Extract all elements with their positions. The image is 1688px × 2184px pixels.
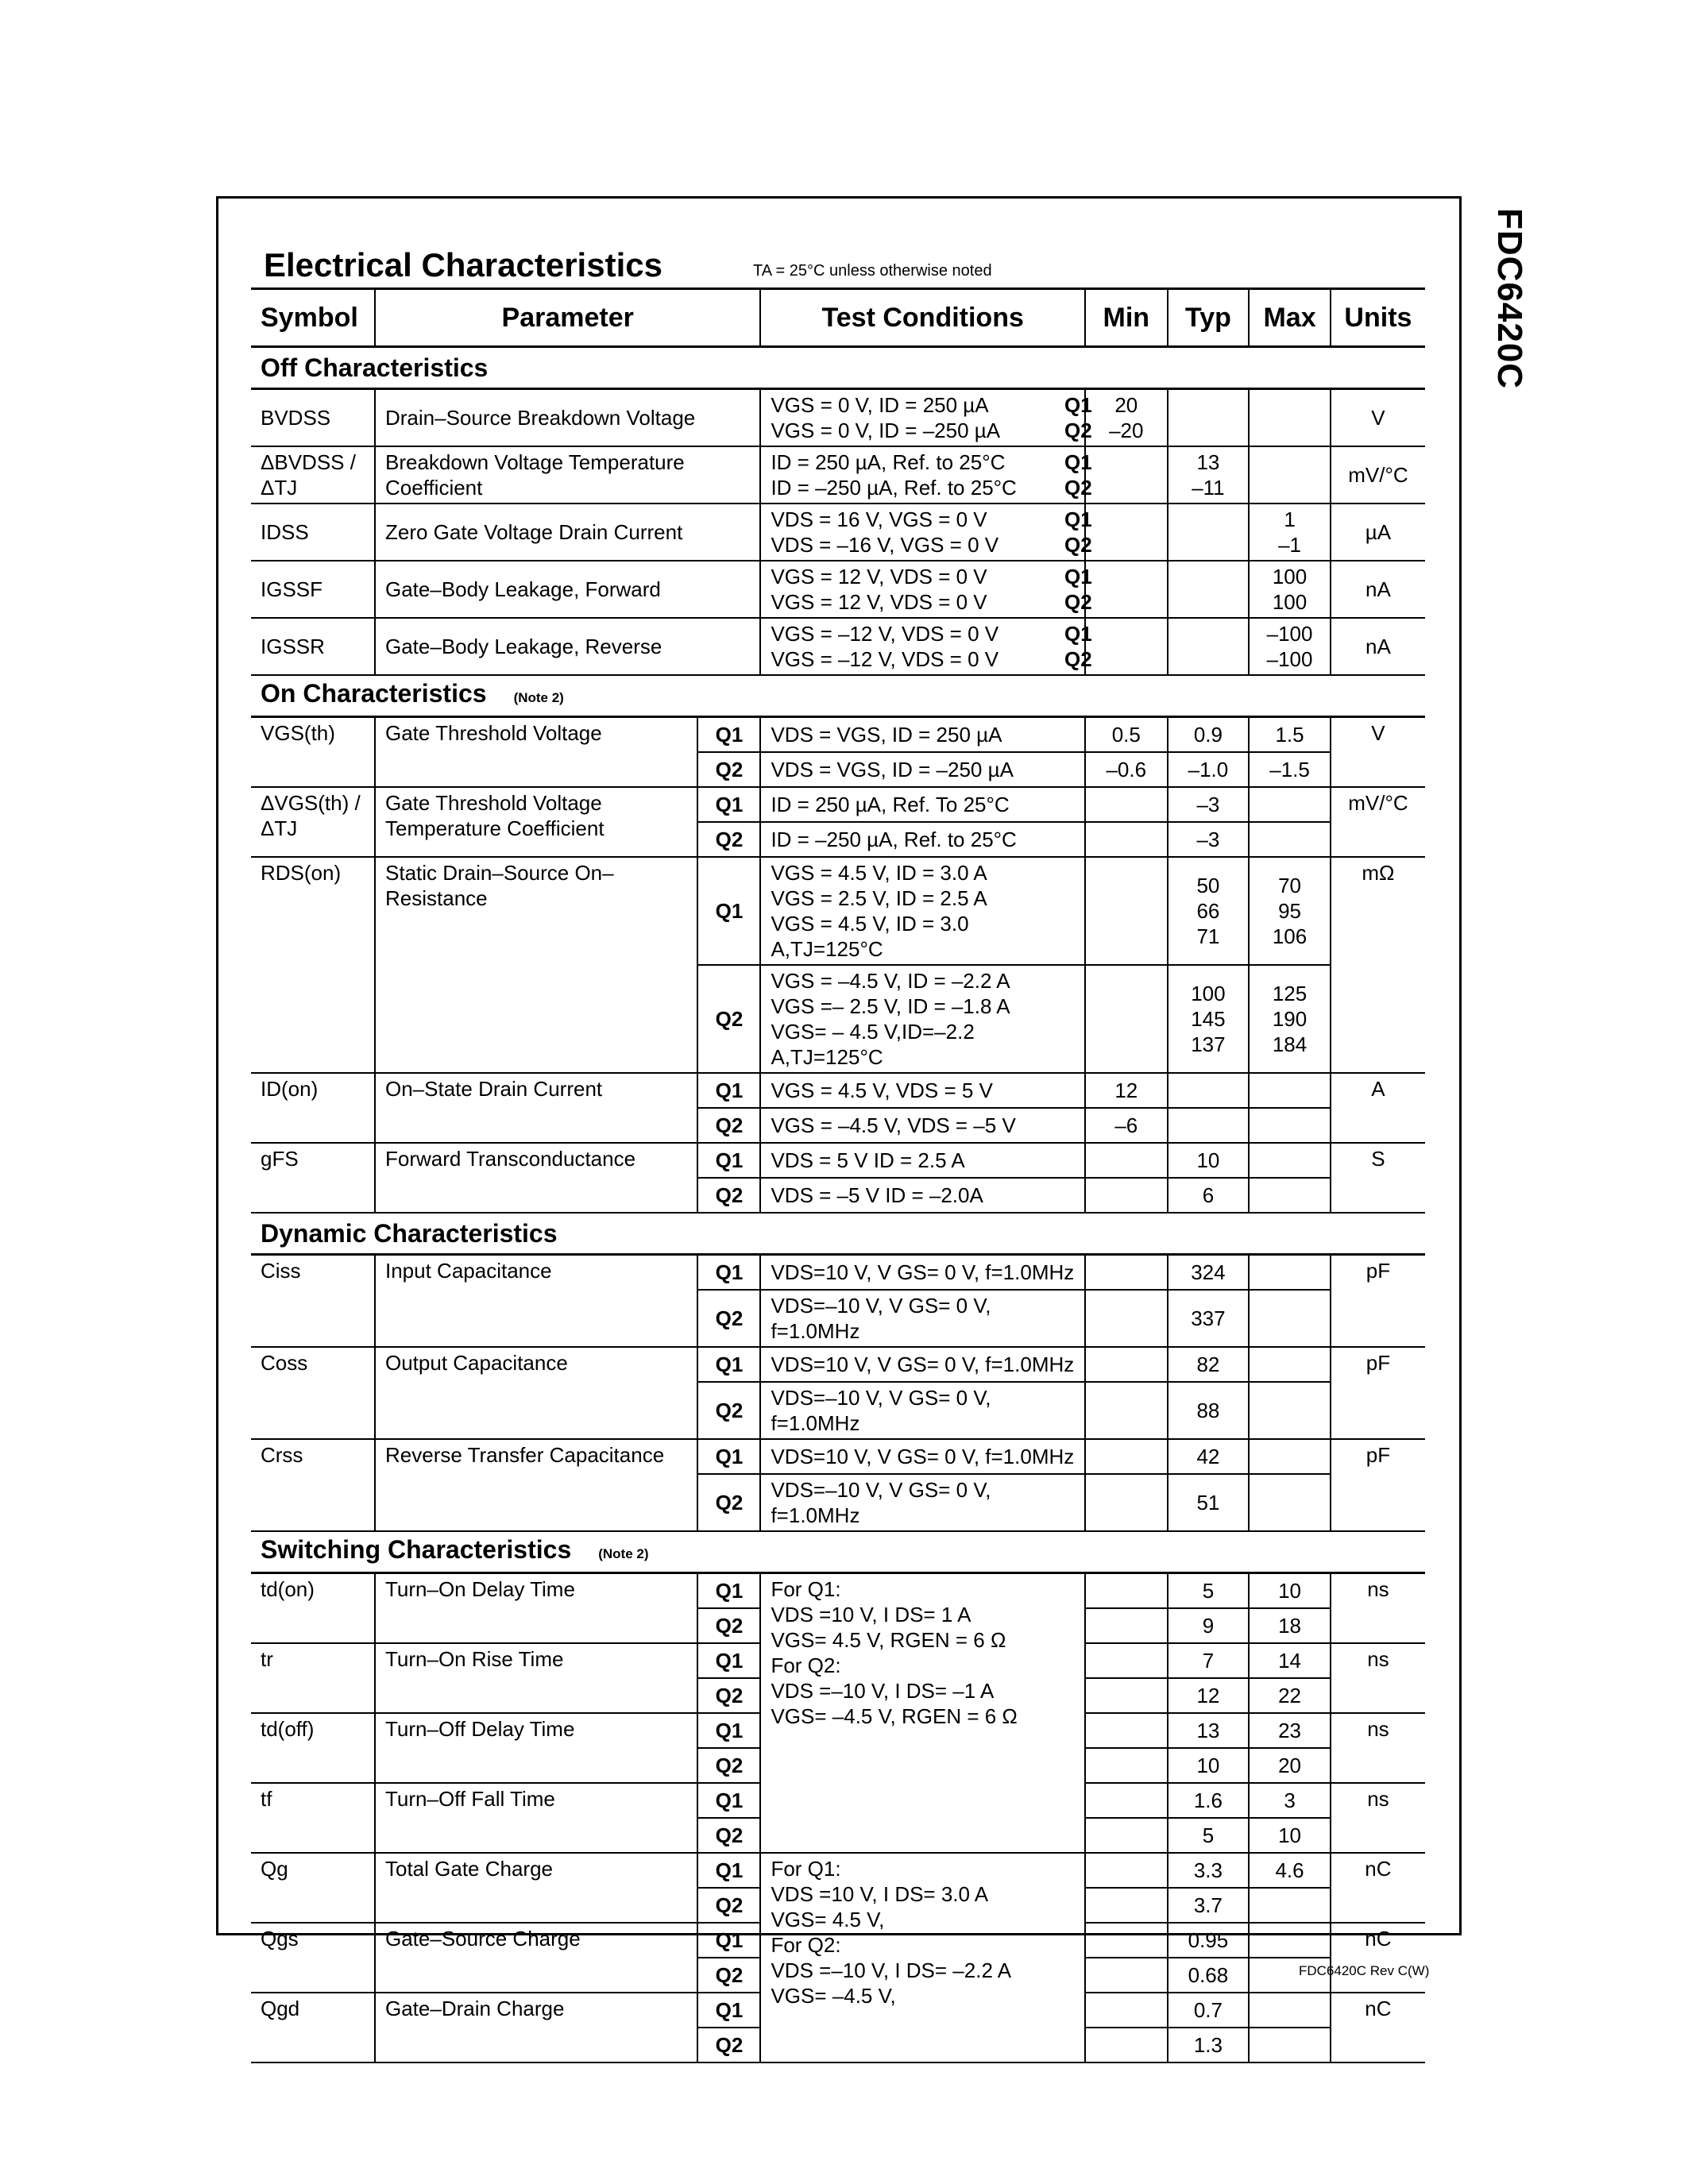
- device-cell: Q1 Q2: [1055, 618, 1085, 675]
- device-cell: Q1 Q2: [1055, 446, 1085, 504]
- typ-cell: [1168, 1108, 1250, 1143]
- device-cell: Q1: [697, 1573, 760, 1609]
- typ-cell: 13 –11: [1168, 446, 1250, 504]
- min-cell: [1085, 1923, 1168, 1958]
- condition-cell: VDS=10 V, V GS= 0 V, f=1.0MHz: [760, 1347, 1085, 1382]
- table-row: [251, 787, 1425, 822]
- parameter-cell: Turn–On Delay Time: [375, 1573, 697, 1644]
- condition-cell: VDS = 5 V ID = 2.5 A: [760, 1143, 1085, 1178]
- section-switching: [251, 1531, 1425, 1573]
- parameter-cell: On–State Drain Current: [375, 1073, 697, 1143]
- electrical-characteristics-table: [251, 287, 1425, 2063]
- table-row: [251, 1853, 1425, 1888]
- condition-cell: VDS = VGS, ID = –250 µA: [760, 752, 1085, 787]
- min-cell: [1085, 822, 1168, 857]
- min-cell: [1085, 1643, 1168, 1678]
- device-cell: Q2: [697, 822, 760, 857]
- section-dynamic: [251, 1213, 1425, 1255]
- typ-cell: 10: [1168, 1748, 1250, 1783]
- typ-cell: [1168, 389, 1250, 447]
- symbol-cell: Qgd: [251, 1993, 375, 2062]
- typ-cell: 82: [1168, 1347, 1250, 1382]
- min-cell: [1085, 1713, 1168, 1748]
- typ-cell: 3.3: [1168, 1853, 1250, 1888]
- max-cell: 23: [1249, 1713, 1331, 1748]
- device-cell: Q2: [697, 752, 760, 787]
- min-cell: [1085, 1382, 1168, 1439]
- max-cell: [1249, 1255, 1331, 1291]
- min-cell: 20 –20: [1085, 389, 1168, 447]
- parameter-cell: Gate–Source Charge: [375, 1923, 697, 1993]
- parameter-cell: Breakdown Voltage Temperature Coefficient: [375, 446, 760, 504]
- parameter-cell: Gate–Drain Charge: [375, 1993, 697, 2062]
- units-cell: ns: [1331, 1573, 1425, 1644]
- device-cell: Q2: [697, 1888, 760, 1923]
- symbol-cell: Qg: [251, 1853, 375, 1923]
- footer-revision: FDC6420C Rev C(W): [1299, 1963, 1430, 1978]
- condition-note: TA = 25°C unless otherwise noted: [753, 262, 992, 280]
- condition-cell: VDS = 16 V, VGS = 0 V VDS = –16 V, VGS = 0 V: [760, 504, 1055, 561]
- symbol-cell: IGSSR: [251, 618, 375, 675]
- min-cell: [1085, 446, 1168, 504]
- min-cell: [1085, 504, 1168, 561]
- parameter-cell: Output Capacitance: [375, 1347, 697, 1439]
- max-cell: 20: [1249, 1748, 1331, 1783]
- section-off: [251, 347, 1425, 389]
- section-title: On Characteristics (Note 2): [251, 675, 1425, 717]
- max-cell: [1249, 1290, 1331, 1347]
- parameter-cell: Reverse Transfer Capacitance: [375, 1439, 697, 1531]
- section-title: Dynamic Characteristics: [251, 1213, 1425, 1255]
- typ-cell: 0.7: [1168, 1993, 1250, 2028]
- parameter-cell: Gate Threshold Voltage Temperature Coefficient: [375, 787, 697, 857]
- condition-cell: VDS = VGS, ID = 250 µA: [760, 717, 1085, 753]
- col-max: Max: [1249, 289, 1331, 347]
- section-title: Off Characteristics: [251, 347, 1425, 389]
- device-cell: Q1: [697, 1783, 760, 1818]
- min-cell: [1085, 1290, 1168, 1347]
- min-cell: [1085, 787, 1168, 822]
- device-cell: Q1: [697, 1713, 760, 1748]
- table-row: [251, 618, 1425, 675]
- table-row: [251, 446, 1425, 504]
- symbol-cell: Ciss: [251, 1255, 375, 1348]
- typ-cell: 51: [1168, 1474, 1250, 1531]
- typ-cell: –3: [1168, 787, 1250, 822]
- units-cell: A: [1331, 1073, 1425, 1143]
- typ-cell: 3.7: [1168, 1888, 1250, 1923]
- min-cell: [1085, 1347, 1168, 1382]
- max-cell: –100 –100: [1249, 618, 1331, 675]
- condition-cell: ID = 250 µA, Ref. to 25°C ID = –250 µA, Ref. to 25°C: [760, 446, 1055, 504]
- symbol-cell: td(off): [251, 1713, 375, 1783]
- max-cell: [1249, 1108, 1331, 1143]
- max-cell: [1249, 1923, 1331, 1958]
- typ-cell: –3: [1168, 822, 1250, 857]
- typ-cell: 42: [1168, 1439, 1250, 1474]
- symbol-cell: Coss: [251, 1347, 375, 1439]
- device-cell: Q2: [697, 1748, 760, 1783]
- max-cell: 125 190 184: [1249, 965, 1331, 1073]
- units-cell: µA: [1331, 504, 1425, 561]
- typ-cell: 10: [1168, 1143, 1250, 1178]
- condition-cell: VDS=–10 V, V GS= 0 V, f=1.0MHz: [760, 1474, 1085, 1531]
- max-cell: [1249, 1993, 1331, 2028]
- max-cell: 10: [1249, 1573, 1331, 1609]
- table-row: [251, 717, 1425, 753]
- typ-cell: [1168, 561, 1250, 618]
- max-cell: 1.5: [1249, 717, 1331, 753]
- device-cell: Q1: [697, 1439, 760, 1474]
- typ-cell: 0.9: [1168, 717, 1250, 753]
- table-row: [251, 561, 1425, 618]
- table-row: [251, 1143, 1425, 1178]
- symbol-cell: ΔBVDSS / ΔTJ: [251, 446, 375, 504]
- table-row: [251, 1347, 1425, 1382]
- typ-cell: 5: [1168, 1573, 1250, 1609]
- typ-cell: 7: [1168, 1643, 1250, 1678]
- table-row: [251, 389, 1425, 447]
- max-cell: 18: [1249, 1608, 1331, 1643]
- typ-cell: [1168, 1073, 1250, 1108]
- symbol-cell: Crss: [251, 1439, 375, 1531]
- device-cell: Q1: [697, 1993, 760, 2028]
- typ-cell: 324: [1168, 1255, 1250, 1291]
- min-cell: [1085, 1608, 1168, 1643]
- col-symbol: Symbol: [251, 289, 375, 347]
- col-parameter: Parameter: [375, 289, 760, 347]
- device-cell: Q1: [697, 1255, 760, 1291]
- max-cell: [1249, 2028, 1331, 2062]
- max-cell: [1249, 446, 1331, 504]
- max-cell: [1249, 787, 1331, 822]
- table-row: [251, 1439, 1425, 1474]
- table-row: [251, 1073, 1425, 1108]
- parameter-cell: Gate Threshold Voltage: [375, 717, 697, 788]
- condition-cell: VGS = 4.5 V, ID = 3.0 A VGS = 2.5 V, ID = 2.5 A VGS = 4.5 V, ID = 3.0 A,TJ=125°C: [760, 857, 1085, 965]
- section-note: (Note 2): [598, 1546, 649, 1561]
- typ-cell: 100 145 137: [1168, 965, 1250, 1073]
- min-cell: –0.6: [1085, 752, 1168, 787]
- device-cell: Q2: [697, 1608, 760, 1643]
- parameter-cell: Input Capacitance: [375, 1255, 697, 1348]
- condition-cell: VDS=–10 V, V GS= 0 V, f=1.0MHz: [760, 1290, 1085, 1347]
- condition-cell: ID = 250 µA, Ref. To 25°C: [760, 787, 1085, 822]
- typ-cell: –1.0: [1168, 752, 1250, 787]
- min-cell: [1085, 1853, 1168, 1888]
- max-cell: 100 100: [1249, 561, 1331, 618]
- max-cell: [1249, 1073, 1331, 1108]
- symbol-cell: IDSS: [251, 504, 375, 561]
- col-units: Units: [1331, 289, 1425, 347]
- symbol-cell: td(on): [251, 1573, 375, 1644]
- units-cell: S: [1331, 1143, 1425, 1213]
- max-cell: [1249, 1474, 1331, 1531]
- min-cell: [1085, 1439, 1168, 1474]
- col-test-conditions: Test Conditions: [760, 289, 1085, 347]
- device-cell: Q2: [697, 1108, 760, 1143]
- units-cell: nC: [1331, 1923, 1425, 1993]
- condition-cell: VGS = –12 V, VDS = 0 V VGS = –12 V, VDS = 0 V: [760, 618, 1055, 675]
- table-header: [251, 289, 1425, 347]
- min-cell: [1085, 857, 1168, 965]
- units-cell: pF: [1331, 1439, 1425, 1531]
- max-cell: [1249, 1143, 1331, 1178]
- min-cell: 0.5: [1085, 717, 1168, 753]
- max-cell: [1249, 1347, 1331, 1382]
- parameter-cell: Turn–Off Fall Time: [375, 1783, 697, 1853]
- section-note: (Note 2): [513, 690, 564, 705]
- units-cell: nC: [1331, 1853, 1425, 1923]
- min-cell: [1085, 965, 1168, 1073]
- typ-cell: 9: [1168, 1608, 1250, 1643]
- max-cell: 14: [1249, 1643, 1331, 1678]
- page-title: Electrical Characteristics: [264, 246, 662, 284]
- device-cell: Q2: [697, 1958, 760, 1993]
- table-row: [251, 1573, 1425, 1609]
- parameter-cell: Turn–Off Delay Time: [375, 1713, 697, 1783]
- device-cell: Q2: [697, 1818, 760, 1853]
- max-cell: 3: [1249, 1783, 1331, 1818]
- max-cell: 1 –1: [1249, 504, 1331, 561]
- min-cell: [1085, 1143, 1168, 1178]
- parameter-cell: Total Gate Charge: [375, 1853, 697, 1923]
- min-cell: [1085, 1993, 1168, 2028]
- device-cell: Q1: [697, 1643, 760, 1678]
- min-cell: [1085, 1958, 1168, 1993]
- parameter-cell: Gate–Body Leakage, Forward: [375, 561, 760, 618]
- typ-cell: 0.68: [1168, 1958, 1250, 1993]
- device-cell: Q1: [697, 857, 760, 965]
- table-row: [251, 504, 1425, 561]
- min-cell: [1085, 1818, 1168, 1853]
- device-cell: Q2: [697, 1290, 760, 1347]
- units-cell: mV/°C: [1331, 787, 1425, 857]
- min-cell: [1085, 618, 1168, 675]
- device-cell: Q1 Q2: [1055, 561, 1085, 618]
- units-cell: V: [1331, 717, 1425, 788]
- min-cell: [1085, 2028, 1168, 2062]
- typ-cell: 5: [1168, 1818, 1250, 1853]
- min-cell: [1085, 1573, 1168, 1609]
- units-cell: ns: [1331, 1783, 1425, 1853]
- section-title: Switching Characteristics (Note 2): [251, 1531, 1425, 1573]
- condition-cell: VDS=–10 V, V GS= 0 V, f=1.0MHz: [760, 1382, 1085, 1439]
- condition-cell: VDS = –5 V ID = –2.0A: [760, 1178, 1085, 1213]
- units-cell: nA: [1331, 561, 1425, 618]
- max-cell: –1.5: [1249, 752, 1331, 787]
- symbol-cell: gFS: [251, 1143, 375, 1213]
- max-cell: [1249, 1439, 1331, 1474]
- symbol-cell: ID(on): [251, 1073, 375, 1143]
- device-cell: Q1: [697, 787, 760, 822]
- typ-cell: 6: [1168, 1178, 1250, 1213]
- symbol-cell: IGSSF: [251, 561, 375, 618]
- max-cell: 10: [1249, 1818, 1331, 1853]
- parameter-cell: Forward Transconductance: [375, 1143, 697, 1213]
- typ-cell: 1.6: [1168, 1783, 1250, 1818]
- device-cell: Q1: [697, 1347, 760, 1382]
- max-cell: 70 95 106: [1249, 857, 1331, 965]
- units-cell: ns: [1331, 1643, 1425, 1713]
- table-row: [251, 1255, 1425, 1291]
- min-cell: [1085, 1888, 1168, 1923]
- device-cell: Q2: [697, 2028, 760, 2062]
- units-cell: nA: [1331, 618, 1425, 675]
- device-cell: Q1 Q2: [1055, 504, 1085, 561]
- symbol-cell: tr: [251, 1643, 375, 1713]
- typ-cell: 12: [1168, 1678, 1250, 1713]
- parameter-cell: Gate–Body Leakage, Reverse: [375, 618, 760, 675]
- condition-cell: VDS=10 V, V GS= 0 V, f=1.0MHz: [760, 1439, 1085, 1474]
- device-cell: Q1 Q2: [1055, 389, 1085, 447]
- device-cell: Q1: [697, 1853, 760, 1888]
- max-cell: [1249, 389, 1331, 447]
- section-on: [251, 675, 1425, 717]
- condition-cell: VGS = 4.5 V, VDS = 5 V: [760, 1073, 1085, 1108]
- symbol-cell: ΔVGS(th) / ΔTJ: [251, 787, 375, 857]
- typ-cell: 1.3: [1168, 2028, 1250, 2062]
- units-cell: ns: [1331, 1713, 1425, 1783]
- device-cell: Q1: [697, 717, 760, 753]
- device-cell: Q2: [697, 1678, 760, 1713]
- typ-cell: 0.95: [1168, 1923, 1250, 1958]
- device-cell: Q2: [697, 1474, 760, 1531]
- units-cell: pF: [1331, 1347, 1425, 1439]
- symbol-cell: RDS(on): [251, 857, 375, 1073]
- condition-cell: VGS = –4.5 V, ID = –2.2 A VGS =– 2.5 V, ID = –1.8 A VGS= – 4.5 V,ID=–2.2 A,TJ=125°C: [760, 965, 1085, 1073]
- condition-cell: VGS = 0 V, ID = 250 µA VGS = 0 V, ID = –250 µA: [760, 389, 1055, 447]
- typ-cell: [1168, 618, 1250, 675]
- gate-charge-conditions: For Q1: VDS =10 V, I DS= 3.0 A VGS= 4.5 V, For Q2: VDS =–10 V, I DS= –2.2 A VGS= –4.5 V,: [760, 1853, 1085, 2062]
- col-typ: Typ: [1168, 289, 1250, 347]
- device-cell: Q2: [697, 1382, 760, 1439]
- min-cell: [1085, 1255, 1168, 1291]
- max-cell: 22: [1249, 1678, 1331, 1713]
- parameter-cell: Static Drain–Source On–Resistance: [375, 857, 697, 1073]
- min-cell: [1085, 1783, 1168, 1818]
- max-cell: 4.6: [1249, 1853, 1331, 1888]
- typ-cell: 337: [1168, 1290, 1250, 1347]
- min-cell: –6: [1085, 1108, 1168, 1143]
- condition-cell: ID = –250 µA, Ref. to 25°C: [760, 822, 1085, 857]
- units-cell: mV/°C: [1331, 446, 1425, 504]
- device-cell: Q1: [697, 1073, 760, 1108]
- condition-cell: VDS=10 V, V GS= 0 V, f=1.0MHz: [760, 1255, 1085, 1291]
- min-cell: [1085, 1748, 1168, 1783]
- parameter-cell: Turn–On Rise Time: [375, 1643, 697, 1713]
- typ-cell: 88: [1168, 1382, 1250, 1439]
- parameter-cell: Drain–Source Breakdown Voltage: [375, 389, 760, 447]
- symbol-cell: BVDSS: [251, 389, 375, 447]
- typ-cell: 50 66 71: [1168, 857, 1250, 965]
- condition-cell: VGS = –4.5 V, VDS = –5 V: [760, 1108, 1085, 1143]
- device-cell: Q1: [697, 1923, 760, 1958]
- symbol-cell: Qgs: [251, 1923, 375, 1993]
- min-cell: [1085, 1474, 1168, 1531]
- max-cell: [1249, 1888, 1331, 1923]
- symbol-cell: VGS(th): [251, 717, 375, 788]
- device-cell: Q1: [697, 1143, 760, 1178]
- typ-cell: 13: [1168, 1713, 1250, 1748]
- units-cell: V: [1331, 389, 1425, 447]
- side-part-number: FDC6420C: [1490, 208, 1529, 390]
- col-min: Min: [1085, 289, 1168, 347]
- device-cell: Q2: [697, 1178, 760, 1213]
- condition-cell: VGS = 12 V, VDS = 0 V VGS = 12 V, VDS = 0 V: [760, 561, 1055, 618]
- symbol-cell: tf: [251, 1783, 375, 1853]
- max-cell: [1249, 1178, 1331, 1213]
- table-row: [251, 857, 1425, 965]
- switching-conditions: For Q1: VDS =10 V, I DS= 1 A VGS= 4.5 V, RGEN = 6 Ω For Q2: VDS =–10 V, I DS= –1 A VGS= –4.5 V, RGEN = 6 Ω: [760, 1573, 1085, 1854]
- units-cell: nC: [1331, 1993, 1425, 2062]
- min-cell: [1085, 1178, 1168, 1213]
- device-cell: Q2: [697, 965, 760, 1073]
- min-cell: 12: [1085, 1073, 1168, 1108]
- min-cell: [1085, 1678, 1168, 1713]
- units-cell: pF: [1331, 1255, 1425, 1348]
- parameter-cell: Zero Gate Voltage Drain Current: [375, 504, 760, 561]
- max-cell: [1249, 1382, 1331, 1439]
- units-cell: mΩ: [1331, 857, 1425, 1073]
- max-cell: [1249, 822, 1331, 857]
- typ-cell: [1168, 504, 1250, 561]
- min-cell: [1085, 561, 1168, 618]
